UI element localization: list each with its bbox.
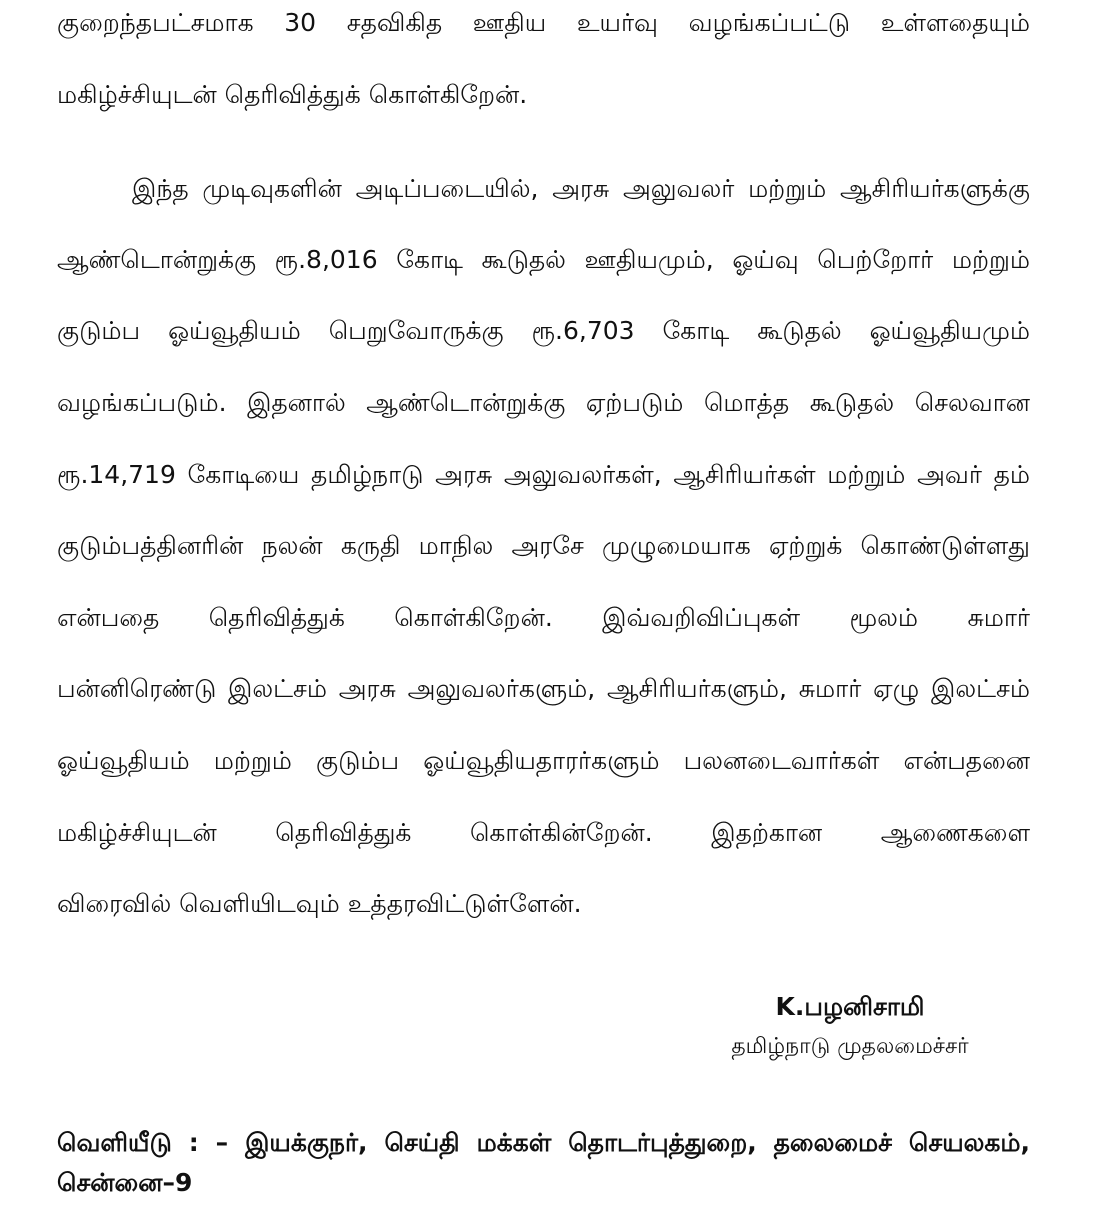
paragraph1-line-2: மகிழ்ச்சியுடன் தெரிவித்துக் கொள்கிறேன். — [57, 80, 528, 109]
paragraph2-line-6: குடும்பத்தினரின் நலன் கருதி மாநில அரசே முழுமையாக ஏற்றுக் கொண்டுள்ளது — [57, 531, 1030, 560]
paragraph1-line-1: குறைந்தபட்சமாக 30 சதவிகித ஊதிய உயர்வு வழங்கப்பட்டு உள்ளதையும் — [57, 8, 1030, 37]
release-line-1: வெளியீடு : – இயக்குநர், செய்தி மக்கள் தொடர்புத்துறை, தலைமைச் செயலகம், — [57, 1128, 1030, 1157]
paragraph2-line-7: என்பதை தெரிவித்துக் கொள்கிறேன். இவ்வறிவிப்புகள் மூலம் சுமார் — [57, 603, 1030, 632]
paragraph2-line-8: பன்னிரெண்டு இலட்சம் அரசு அலுவலர்களும், ஆசிரியர்களும், சுமார் ஏழு இலட்சம் — [57, 674, 1030, 703]
paragraph2-line-5: ரூ.14,719 கோடியை தமிழ்நாடு அரசு அலுவலர்கள், ஆசிரியர்கள் மற்றும் அவர் தம் — [57, 460, 1030, 489]
paragraph2-line-9: ஓய்வூதியம் மற்றும் குடும்ப ஓய்வூதியதாரர்களும் பலனடைவார்கள் என்பதனை — [57, 746, 1030, 775]
paragraph2-line-1: இந்த முடிவுகளின் அடிப்படையில், அரசு அலுவலர் மற்றும் ஆசிரியர்களுக்கு — [132, 174, 1030, 203]
paragraph2-line-2: ஆண்டொன்றுக்கு ரூ.8,016 கோடி கூடுதல் ஊதியமும், ஓய்வு பெற்றோர் மற்றும் — [57, 245, 1030, 274]
paragraph2-line-3: குடும்ப ஓய்வூதியம் பெறுவோருக்கு ரூ.6,703 கோடி கூடுதல் ஓய்வூதியமும் — [57, 316, 1030, 345]
paragraph2-line-11: விரைவில் வெளியிடவும் உத்தரவிட்டுள்ளேன். — [57, 889, 582, 918]
paragraph2-line-4: வழங்கப்படும். இதனால் ஆண்டொன்றுக்கு ஏற்படும் மொத்த கூடுதல் செலவான — [57, 388, 1030, 417]
paragraph2-line-10: மகிழ்ச்சியுடன் தெரிவித்துக் கொள்கின்றேன். இதற்கான ஆணைகளை — [57, 818, 1030, 847]
release-line-2: சென்னை–9 — [57, 1168, 193, 1197]
signatory-name: K.பழனிசாமி — [775, 992, 925, 1021]
signatory-title: தமிழ்நாடு முதலமைச்சர் — [731, 1034, 969, 1059]
